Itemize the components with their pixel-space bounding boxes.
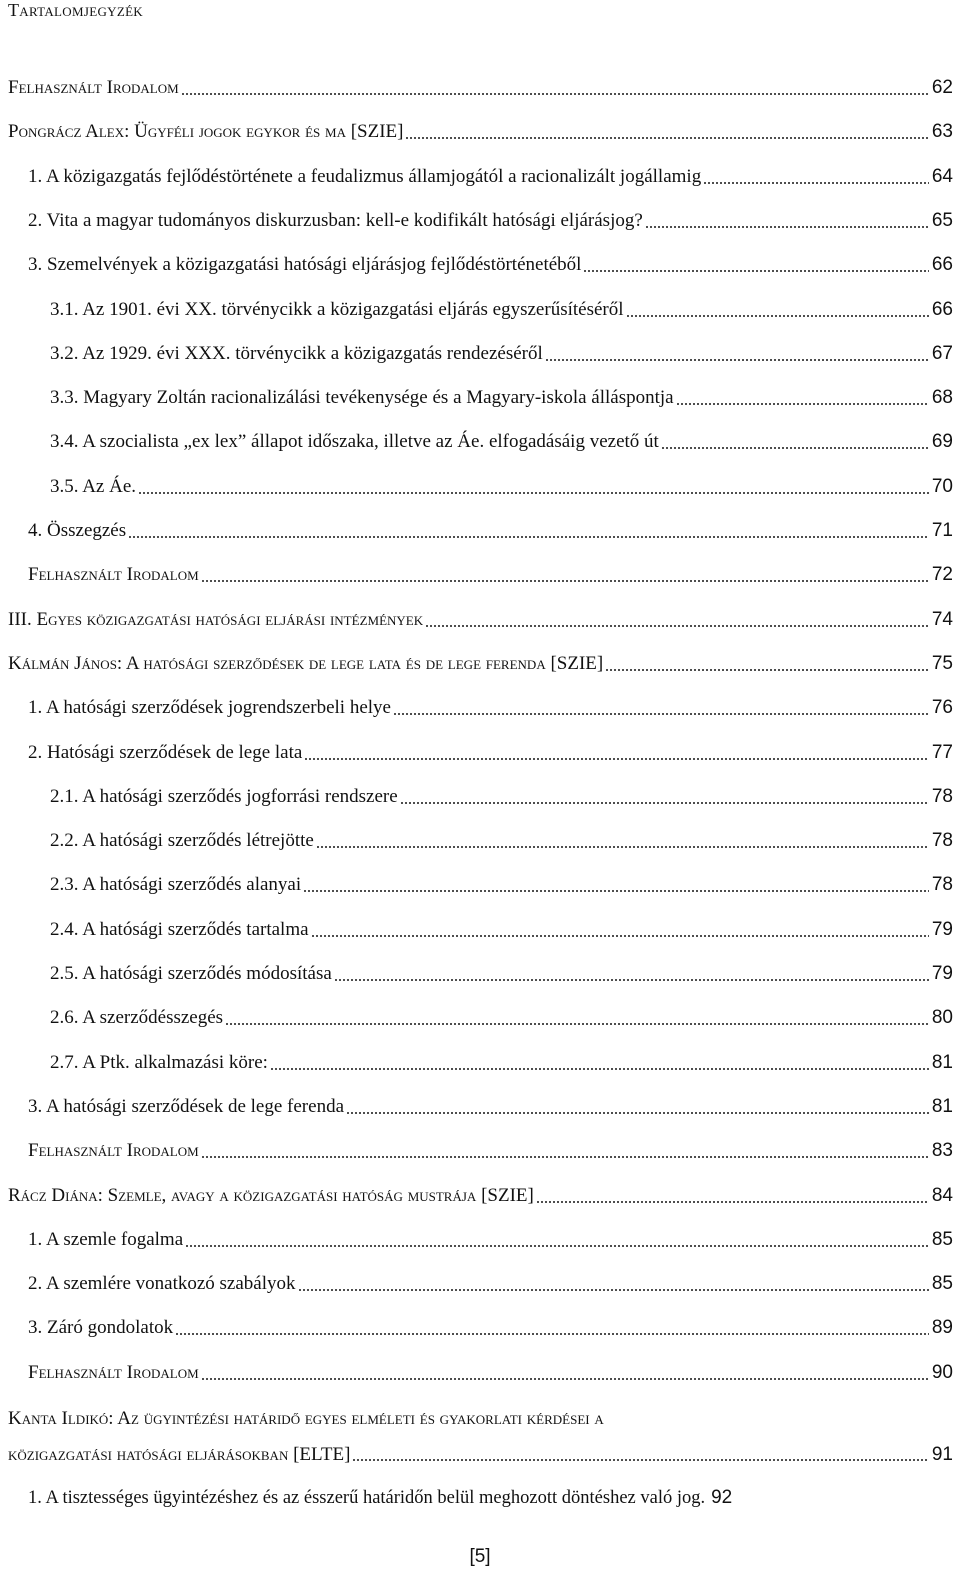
leader-dots [536, 1201, 929, 1203]
leader-dots [400, 802, 929, 804]
toc-page-number: 70 [931, 476, 953, 497]
toc-entry-text: 3. A hatósági szerződések de lege ferenda [28, 1096, 345, 1117]
toc-page-number: 68 [931, 387, 953, 408]
leader-dots [676, 403, 929, 405]
leader-dots [181, 93, 929, 95]
leader-dots [346, 1112, 929, 1114]
toc-entry-text-line2: közigazgatási hatósági eljárásokban [ELTE] [8, 1444, 351, 1465]
toc-entry[interactable] [50, 823, 953, 853]
toc-page-number: 81 [931, 1096, 953, 1117]
leader-dots [352, 1459, 928, 1461]
toc-page-number: 67 [931, 343, 953, 364]
toc-page-number: 92 [711, 1487, 733, 1508]
toc-entry-text: 3.4. A szocialista „ex lex” állapot időszaka, illetve az Áe. elfogadásáig vezető út [50, 431, 659, 452]
toc-page-number: 79 [931, 919, 953, 940]
toc-entry-text: III. Egyes közigazgatási hatósági eljárási intézmények [8, 609, 424, 630]
toc-entry[interactable] [28, 557, 953, 587]
toc-page-number: 71 [931, 520, 953, 541]
leader-dots [270, 1068, 929, 1070]
toc-entry[interactable] [50, 424, 953, 454]
toc-entry[interactable] [8, 646, 953, 676]
toc-entry-text: Felhasznált Irodalom [28, 1362, 199, 1383]
toc-page-number: 89 [931, 1317, 953, 1338]
leader-dots [583, 270, 928, 272]
running-header: Tartalomjegyzék [8, 0, 143, 20]
toc-entry-text: Kálmán János: A hatósági szerződések de lege lata és de lege ferenda [SZIE] [8, 653, 604, 674]
toc-page-number: 65 [931, 210, 953, 231]
toc-entry-text: 2. Vita a magyar tudományos diskurzusban: kell-e kodifikált hatósági eljárásjog? [28, 210, 643, 231]
toc-entry-text: 1. A közigazgatás fejlődéstörténete a feudalizmus államjogától a racionalizált jogállamig [28, 166, 702, 187]
toc-entry[interactable] [50, 912, 953, 942]
toc-page-number: 85 [931, 1273, 953, 1294]
leader-dots [661, 447, 929, 449]
leader-dots [304, 758, 929, 760]
toc-entry-text: 3.5. Az Áe. [50, 476, 137, 497]
toc-entry-text: 4. Összegzés [28, 520, 127, 541]
leader-dots [405, 137, 928, 139]
toc-entry[interactable] [28, 690, 953, 720]
toc-page-number: 77 [931, 742, 953, 763]
leader-dots [175, 1333, 929, 1335]
toc-entry-text: 2.5. A hatósági szerződés módosítása [50, 963, 332, 984]
page-number-footer: [5] [469, 1546, 491, 1567]
toc-entry-text: 2. Hatósági szerződések de lege lata [28, 742, 303, 763]
toc-entry[interactable] [28, 1133, 953, 1163]
toc-page-number: 78 [931, 830, 953, 851]
leader-dots [225, 1023, 929, 1025]
toc-entry[interactable] [50, 956, 953, 986]
toc-page-number: 91 [931, 1444, 953, 1465]
leader-dots [393, 713, 929, 715]
toc-page-number: 79 [931, 963, 953, 984]
toc-page-number: 84 [931, 1185, 953, 1206]
toc-entry[interactable] [28, 735, 953, 765]
toc-entry-text: 3. Szemelvények a közigazgatási hatósági eljárásjog fejlődéstörténetéből [28, 254, 582, 275]
toc-page-number: 62 [931, 77, 953, 98]
leader-dots [316, 846, 929, 848]
toc-entry[interactable] [50, 1045, 953, 1075]
toc-entry[interactable] [28, 159, 953, 189]
toc-entry[interactable] [28, 513, 953, 543]
toc-page-number: 83 [931, 1140, 953, 1161]
leader-dots [545, 359, 929, 361]
toc-entry[interactable] [50, 867, 953, 897]
toc-page-number: 78 [931, 874, 953, 895]
toc-page-number: 72 [931, 564, 953, 585]
toc-entry-text: Pongrácz Alex: Ügyféli jogok egykor és ma [SZIE] [8, 121, 404, 142]
leader-dots [311, 935, 929, 937]
toc-entry[interactable] [28, 203, 953, 233]
toc-entry[interactable] [8, 70, 953, 100]
toc-entry[interactable] [50, 779, 953, 809]
toc-entry-text-line1: Kanta Ildikó: Az ügyintézési határidő egyes elméleti és gyakorlati kérdései a [8, 1408, 604, 1429]
toc-page-number: 76 [931, 697, 953, 718]
leader-dots [425, 625, 929, 627]
toc-page-number: 81 [931, 1052, 953, 1073]
toc-entry-text: Felhasznált Irodalom [28, 1140, 199, 1161]
toc-entry-text: 3.3. Magyary Zoltán racionalizálási tevékenysége és a Magyary-iskola álláspontja [50, 387, 674, 408]
toc-entry[interactable] [28, 1480, 953, 1510]
toc-entry[interactable] [8, 602, 953, 632]
toc-entry[interactable] [8, 114, 953, 144]
toc-entry[interactable] [50, 292, 953, 322]
leader-dots [645, 226, 929, 228]
toc-entry[interactable] [50, 469, 953, 499]
toc-entry[interactable] [50, 380, 953, 410]
leader-dots [201, 1378, 929, 1380]
leader-dots [201, 1156, 929, 1158]
toc-page-number: 75 [931, 653, 953, 674]
toc-entry-text: 3. Záró gondolatok [28, 1317, 174, 1338]
toc-entry-text: 2.7. A Ptk. alkalmazási köre: [50, 1052, 268, 1073]
toc-entry-text: 2.3. A hatósági szerződés alanyai [50, 874, 302, 895]
toc-page-number: 69 [931, 431, 953, 452]
toc-page-number: 78 [931, 786, 953, 807]
toc-entry[interactable] [28, 1222, 953, 1252]
toc-page-number: 63 [931, 121, 953, 142]
toc-entry-text: 2. A szemlére vonatkozó szabályok [28, 1273, 296, 1294]
toc-entry-text: 2.4. A hatósági szerződés tartalma [50, 919, 309, 940]
toc-entry[interactable] [28, 1266, 953, 1296]
toc-page-number: 80 [931, 1007, 953, 1028]
toc-entry-text: 3.1. Az 1901. évi XX. törvénycikk a közigazgatási eljárás egyszerűsítéséről [50, 299, 624, 320]
toc-page-number: 90 [931, 1362, 953, 1383]
toc-entry-text: 1. A tisztességes ügyintézéshez és az ésszerű határidőn belül meghozott döntéshez való jog. [28, 1488, 706, 1508]
toc-entry-text: Felhasznált Irodalom [28, 564, 199, 585]
leader-dots [201, 580, 929, 582]
toc-entry[interactable] [28, 1310, 953, 1340]
leader-dots [128, 536, 929, 538]
toc-page-number: 74 [931, 609, 953, 630]
toc-entry[interactable] [28, 1089, 953, 1119]
toc-entry[interactable] [50, 1000, 953, 1030]
toc-entry-text: 2.2. A hatósági szerződés létrejötte [50, 830, 314, 851]
toc-page-number: 66 [931, 299, 953, 320]
leader-dots [626, 315, 929, 317]
toc-page-number: 66 [931, 254, 953, 275]
toc-entry-text: Rácz Diána: Szemle, avagy a közigazgatási hatóság mustrája [SZIE] [8, 1185, 534, 1206]
leader-dots [605, 669, 929, 671]
toc-entry[interactable] [50, 336, 953, 366]
leader-dots [185, 1245, 929, 1247]
leader-dots [334, 979, 929, 981]
leader-dots [703, 182, 929, 184]
toc-entry-text: Felhasznált Irodalom [8, 77, 179, 98]
toc-entry[interactable] [28, 1355, 953, 1385]
toc-page-number: 64 [931, 166, 953, 187]
toc-page-number: 85 [931, 1229, 953, 1250]
toc-entry-text: 1. A szemle fogalma [28, 1229, 184, 1250]
toc-entry-text: 1. A hatósági szerződések jogrendszerbeli helye [28, 697, 391, 718]
toc-entry-text: 3.2. Az 1929. évi XXX. törvénycikk a közigazgatás rendezéséről [50, 343, 543, 364]
leader-dots [298, 1289, 929, 1291]
toc-entry-text: 2.6. A szerződésszegés [50, 1007, 224, 1028]
toc-entry[interactable] [28, 247, 953, 277]
toc-entry-text: 2.1. A hatósági szerződés jogforrási rendszere [50, 786, 398, 807]
toc-entry[interactable] [8, 1178, 953, 1208]
leader-dots [303, 890, 929, 892]
leader-dots [138, 492, 929, 494]
